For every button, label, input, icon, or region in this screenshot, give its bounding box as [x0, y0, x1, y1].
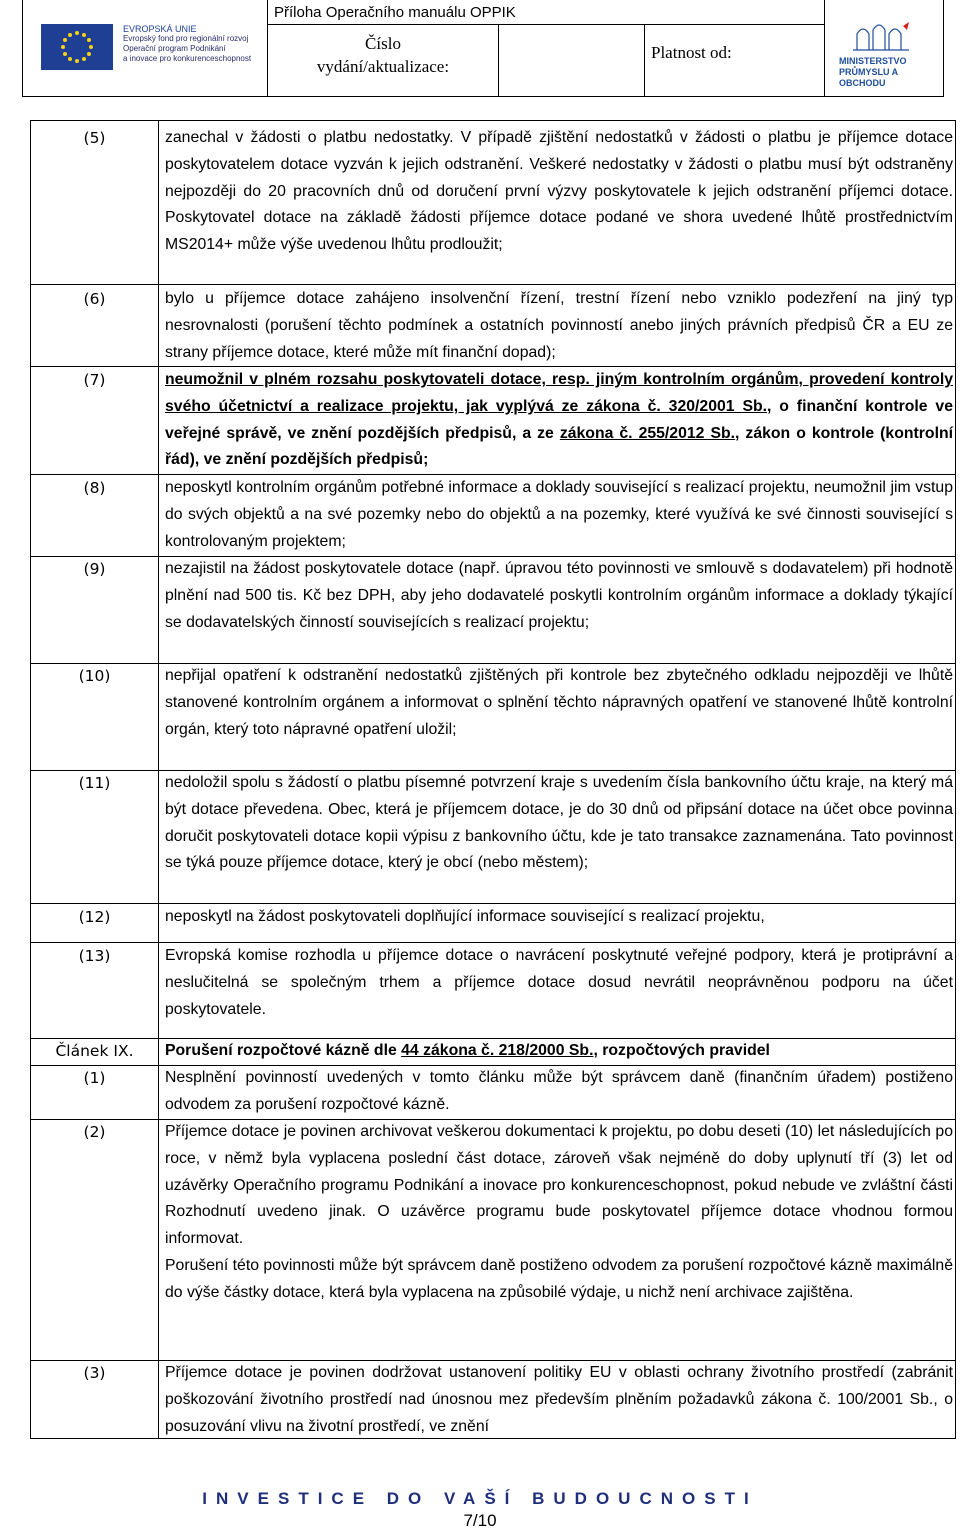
manual-info-cell — [268, 0, 825, 96]
number-label-1: Číslo — [365, 34, 401, 53]
document-header — [22, 0, 944, 97]
ministry-line: MINISTERSTVO — [839, 56, 907, 66]
item-number: (1) — [83, 1069, 106, 1087]
eu-line: a inovace pro konkurenceschopnost — [123, 54, 252, 63]
manual-title: Příloha Operačního manuálu OPPIK — [274, 4, 516, 21]
validity-label: Platnost od: — [651, 43, 732, 62]
item-paragraph: Příjemce dotace je povinen archivovat veškerou dokumentaci k projektu, po dobu deseti (10) let následujících po roce, v němž byla vyplacena poslední část dotace, zároveň však nejméně do doby uplynutí tří (3) let od uzávěrky Operačního programu Podnikání a inovace pro konkurenceschopnost, pokud nebude ve zvláštní části Rozhodnutí uvedeno jinak. O uzávěrce programu bude poskytovatel příjemce dotace vhodnou formou informovat. — [165, 1123, 953, 1248]
item-text: zanechal v žádosti o platbu nedostatky. V případě zjištění nedostatků v žádosti o platbu je příjemce dotace poskytovatelem dotace vyzván k jejich odstranění. Veškeré nedostatky v žádosti o platbu musí být odstraněny nejpozději do 20 pracovních dnů od doručení první výzvy poskytovatele k jejich odstranění příjemci dotace. Poskytovatel dotace na základě žádosti příjemce dotace podané ve shora uvedené lhůtě prostřednictvím MS2014+ může výše uvedenou lhůtu prodloužit; — [165, 129, 953, 254]
item-number: (13) — [78, 947, 111, 965]
item-number: (3) — [83, 1364, 106, 1382]
ministry-line: PRŮMYSLU A OBCHODU — [839, 67, 898, 88]
conditions-table — [30, 120, 956, 1439]
item-text: Příjemce dotace je povinen dodržovat ustanovení politiky EU v oblasti ochrany životního prostředí (zabránit poškozování životního prostředí nad únosnou mez především plněním požadavků zákona č. 100/2001 Sb., o posuzování vlivu na životní prostředí, ve znění — [165, 1364, 953, 1435]
item-number: (5) — [83, 129, 106, 147]
item-paragraph: Porušení této povinnosti může být správcem daně postiženo odvodem za porušení rozpočtové kázně maximálně do výše částky dotace, která byla vyplacena na způsobilé výdaje, u nichž není archivace zajištěna. — [165, 1256, 953, 1301]
item-text: neposkytl na žádost poskytovateli doplňující informace související s realizací projektu, — [165, 908, 765, 925]
number-label-2: vydání/aktualizace: — [316, 57, 450, 76]
item-text-bold: , zákon o kontrole (kontrolní řád), ve znění pozdějších předpisů; — [165, 424, 953, 469]
eu-label: EVROPSKÁ UNIE — [123, 24, 197, 34]
item-text: Nesplnění povinností uvedených v tomto článku může být správcem daně (finančním úřadem) postiženo odvodem za porušení rozpočtové kázně. — [165, 1069, 953, 1113]
item-text-underlined: neumožnil v plném rozsahu poskytovateli dotace, resp. jiným kontrolním orgánům, provedení kontroly svého účetnictví a realizace projektu, jak vyplývá ze zákona č. 320/2001 Sb. — [165, 371, 953, 415]
eu-logo-text — [123, 24, 263, 64]
eu-logo-cell — [23, 0, 268, 96]
number-value-cell — [499, 24, 645, 96]
item-number: (12) — [78, 908, 111, 926]
article-title-underlined: 44 zákona č. 218/2000 Sb. — [401, 1042, 594, 1059]
eu-line: Evropský fond pro regionální rozvoj — [123, 34, 249, 43]
item-text: neposkytl kontrolním orgánům potřebné informace a doklady související s realizací projektu, neumožnil jim vstup do svých objektů a na své pozemky nebo do objektů a na pozemky, které využívá ke své činnosti související s kontrolovaným projektem; — [165, 479, 953, 550]
item-text — [165, 367, 953, 474]
item-number: (2) — [83, 1123, 106, 1141]
item-number: (10) — [78, 667, 111, 685]
article-title — [165, 1038, 953, 1065]
article-title-bold: , rozpočtových pravidel — [593, 1042, 770, 1059]
ministry-logo-cell — [825, 0, 945, 96]
page-number: 7/10 — [463, 1511, 497, 1530]
item-number: (8) — [83, 479, 106, 497]
article-number: Článek IX. — [55, 1042, 134, 1060]
item-number: (11) — [78, 774, 111, 792]
item-text: nedoložil spolu s žádostí o platbu písemné potvrzení kraje s uvedením čísla bankovního účtu kraje, na který má být dotace převedena. Obec, která je příjemcem dotace, je do 30 dnů od připsání dotace na účet obce povinna doručit poskytovateli dotace kopii výpisu z bankovního účtu, kde je tato transakce zaznamenána. Tato povinnost se týká pouze příjemce dotace, který je obcí (nebo městem); — [165, 774, 953, 872]
ministry-logo-text — [839, 56, 945, 89]
item-number: (7) — [83, 371, 106, 389]
eu-flag-icon — [41, 24, 113, 70]
item-text: Evropská komise rozhodla u příjemce dotace o navrácení poskytnuté veřejné podpory, která je protiprávní a neslučitelná se společným trhem a příjemce dotace dosud nevrátil neoprávněnou podporu na účet poskytovatele. — [165, 947, 953, 1018]
item-text: bylo u příjemce dotace zahájeno insolvenční řízení, trestní řízení nebo vzniklo podezření na jiný typ nesrovnalosti (porušení těchto podmínek a ostatních povinností anebo jiných právních předpisů ČR a EU ze strany příjemce dotace, které může mít finanční dopad); — [165, 290, 953, 361]
item-text: nezajistil na žádost poskytovatele dotace (např. úpravou této povinnosti ve smlouvě s dodavatelem) při hodnotě plnění nad 500 tis. Kč bez DPH, aby jeho dodavatelé poskytli kontrolním orgánům informace a doklady týkající se dodavatelských činností souvisejících s realizací projektu; — [165, 560, 953, 631]
item-text-bold: , o finanční kontrole ve veřejné správě, ve znění pozdějších předpisů, a ze — [165, 397, 953, 442]
ministry-emblem-icon — [853, 20, 913, 54]
item-text-underlined: zákona č. 255/2012 Sb. — [559, 424, 736, 442]
item-text — [165, 1119, 953, 1307]
item-text: nepřijal opatření k odstranění nedostatků zjištěných při kontrole bez zbytečného odkladu nejpozději ve lhůtě stanovené kontrolním orgánem a informovat o splnění těchto nápravných opatření ve stanovené lhůtě kontrolní orgán, který toto nápravné opatření uložil; — [165, 667, 953, 738]
article-title-bold: Porušení rozpočtové kázně dle — [165, 1042, 402, 1059]
footer-slogan: INVESTICE DO VAŠÍ BUDOUCNOSTI — [202, 1489, 758, 1508]
number-label-cell — [268, 24, 499, 96]
item-number: (9) — [83, 560, 106, 578]
item-number: (6) — [83, 290, 106, 308]
eu-line: Operační program Podnikání — [123, 44, 226, 53]
